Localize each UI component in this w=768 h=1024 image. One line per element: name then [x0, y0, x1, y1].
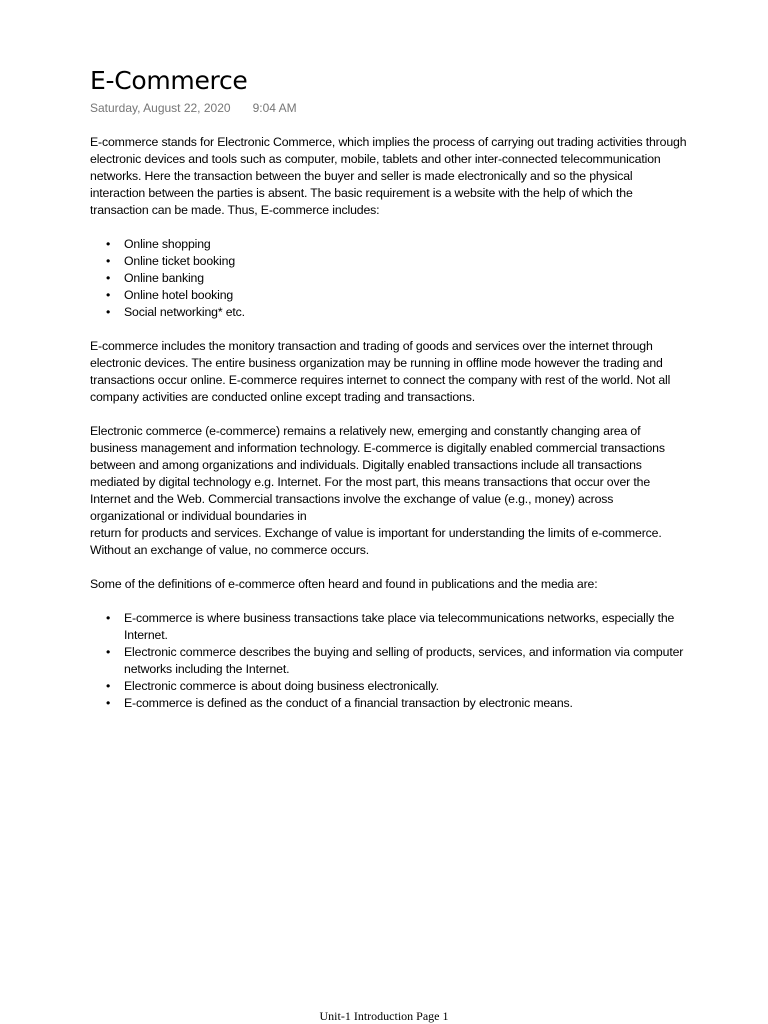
list-item: [106, 270, 690, 287]
note-metadata: [90, 100, 297, 116]
list-item: [106, 678, 690, 695]
bullet-icon: •: [106, 696, 111, 710]
definitions-list: [90, 610, 690, 712]
bullet-icon: •: [106, 679, 111, 693]
bullet-icon: •: [106, 288, 111, 302]
intro-paragraph: E-commerce stands for Electronic Commerce, which implies the process of carrying out trading activities through electronic devices and tools such as computer, mobile, tablets and other inter-connected telecommunication networks. Here the transaction between the buyer and seller is made electronically and so the physical interaction between the parties is absent. The basic requirement is a website with the help of which the transaction can be made. Thus, E-commerce includes:: [90, 135, 687, 217]
bullet-icon: •: [106, 645, 111, 659]
list-item: [106, 695, 690, 712]
note-body: [90, 134, 690, 729]
list-item: [106, 610, 690, 644]
list-item: [106, 236, 690, 253]
bullet-icon: •: [106, 271, 111, 285]
list-item-text: Social networking* etc.: [124, 305, 245, 319]
page-footer: Unit-1 Introduction Page 1: [319, 1009, 449, 1023]
includes-list: [90, 236, 690, 321]
definition-paragraph-part-1: Electronic commerce (e-commerce) remains a relatively new, emerging and constantly changing area of business management and information technology. E-commerce is digitally enabled commercial transactions between and among organizations and individuals. Digitally enabled transactions include all transactions mediated by digital technology e.g. Internet. For the most part, this means transactions that occur over the Internet and the Web. Commercial transactions involve the exchange of value (e.g., money) across organizational or individual boundaries in: [90, 424, 665, 523]
note-time: 9:04 AM: [252, 101, 297, 115]
list-item-text: Electronic commerce is about doing business electronically.: [124, 679, 439, 693]
ecommerce-transactions-paragraph: E-commerce includes the monitory transaction and trading of goods and services over the internet through electronic devices. The entire business organization may be running in offline mode however the trading and transactions occur online. E-commerce requires internet to connect the company with rest of the world. Not all company activities are conducted online except trading and transactions.: [90, 339, 671, 404]
list-item-text: E-commerce is where business transactions take place via telecommunications networks, especially the Internet.: [124, 611, 675, 642]
list-item: [106, 287, 690, 304]
list-item-text: Online banking: [124, 271, 204, 285]
list-item-text: Online ticket booking: [124, 254, 236, 268]
page-title: E-Commerce: [90, 66, 248, 95]
definitions-intro-paragraph: Some of the definitions of e-commerce often heard and found in publications and the media are:: [90, 577, 598, 591]
list-item-text: E-commerce is defined as the conduct of a financial transaction by electronic means.: [124, 696, 573, 710]
list-item-text: Online hotel booking: [124, 288, 234, 302]
note-date: Saturday, August 22, 2020: [90, 101, 231, 115]
list-item-text: Online shopping: [124, 237, 211, 251]
bullet-icon: •: [106, 237, 111, 251]
bullet-icon: •: [106, 305, 111, 319]
list-item-text: Electronic commerce describes the buying and selling of products, services, and information via computer networks including the Internet.: [124, 645, 684, 676]
list-item: [106, 253, 690, 270]
definition-paragraph-part-2: return for products and services. Exchange of value is important for understanding the limits of e-commerce. Without an exchange of value, no commerce occurs.: [90, 526, 662, 557]
bullet-icon: •: [106, 611, 111, 625]
ecommerce-definition-paragraph: [90, 423, 690, 559]
bullet-icon: •: [106, 254, 111, 268]
list-item: [106, 644, 690, 678]
list-item: [106, 304, 690, 321]
